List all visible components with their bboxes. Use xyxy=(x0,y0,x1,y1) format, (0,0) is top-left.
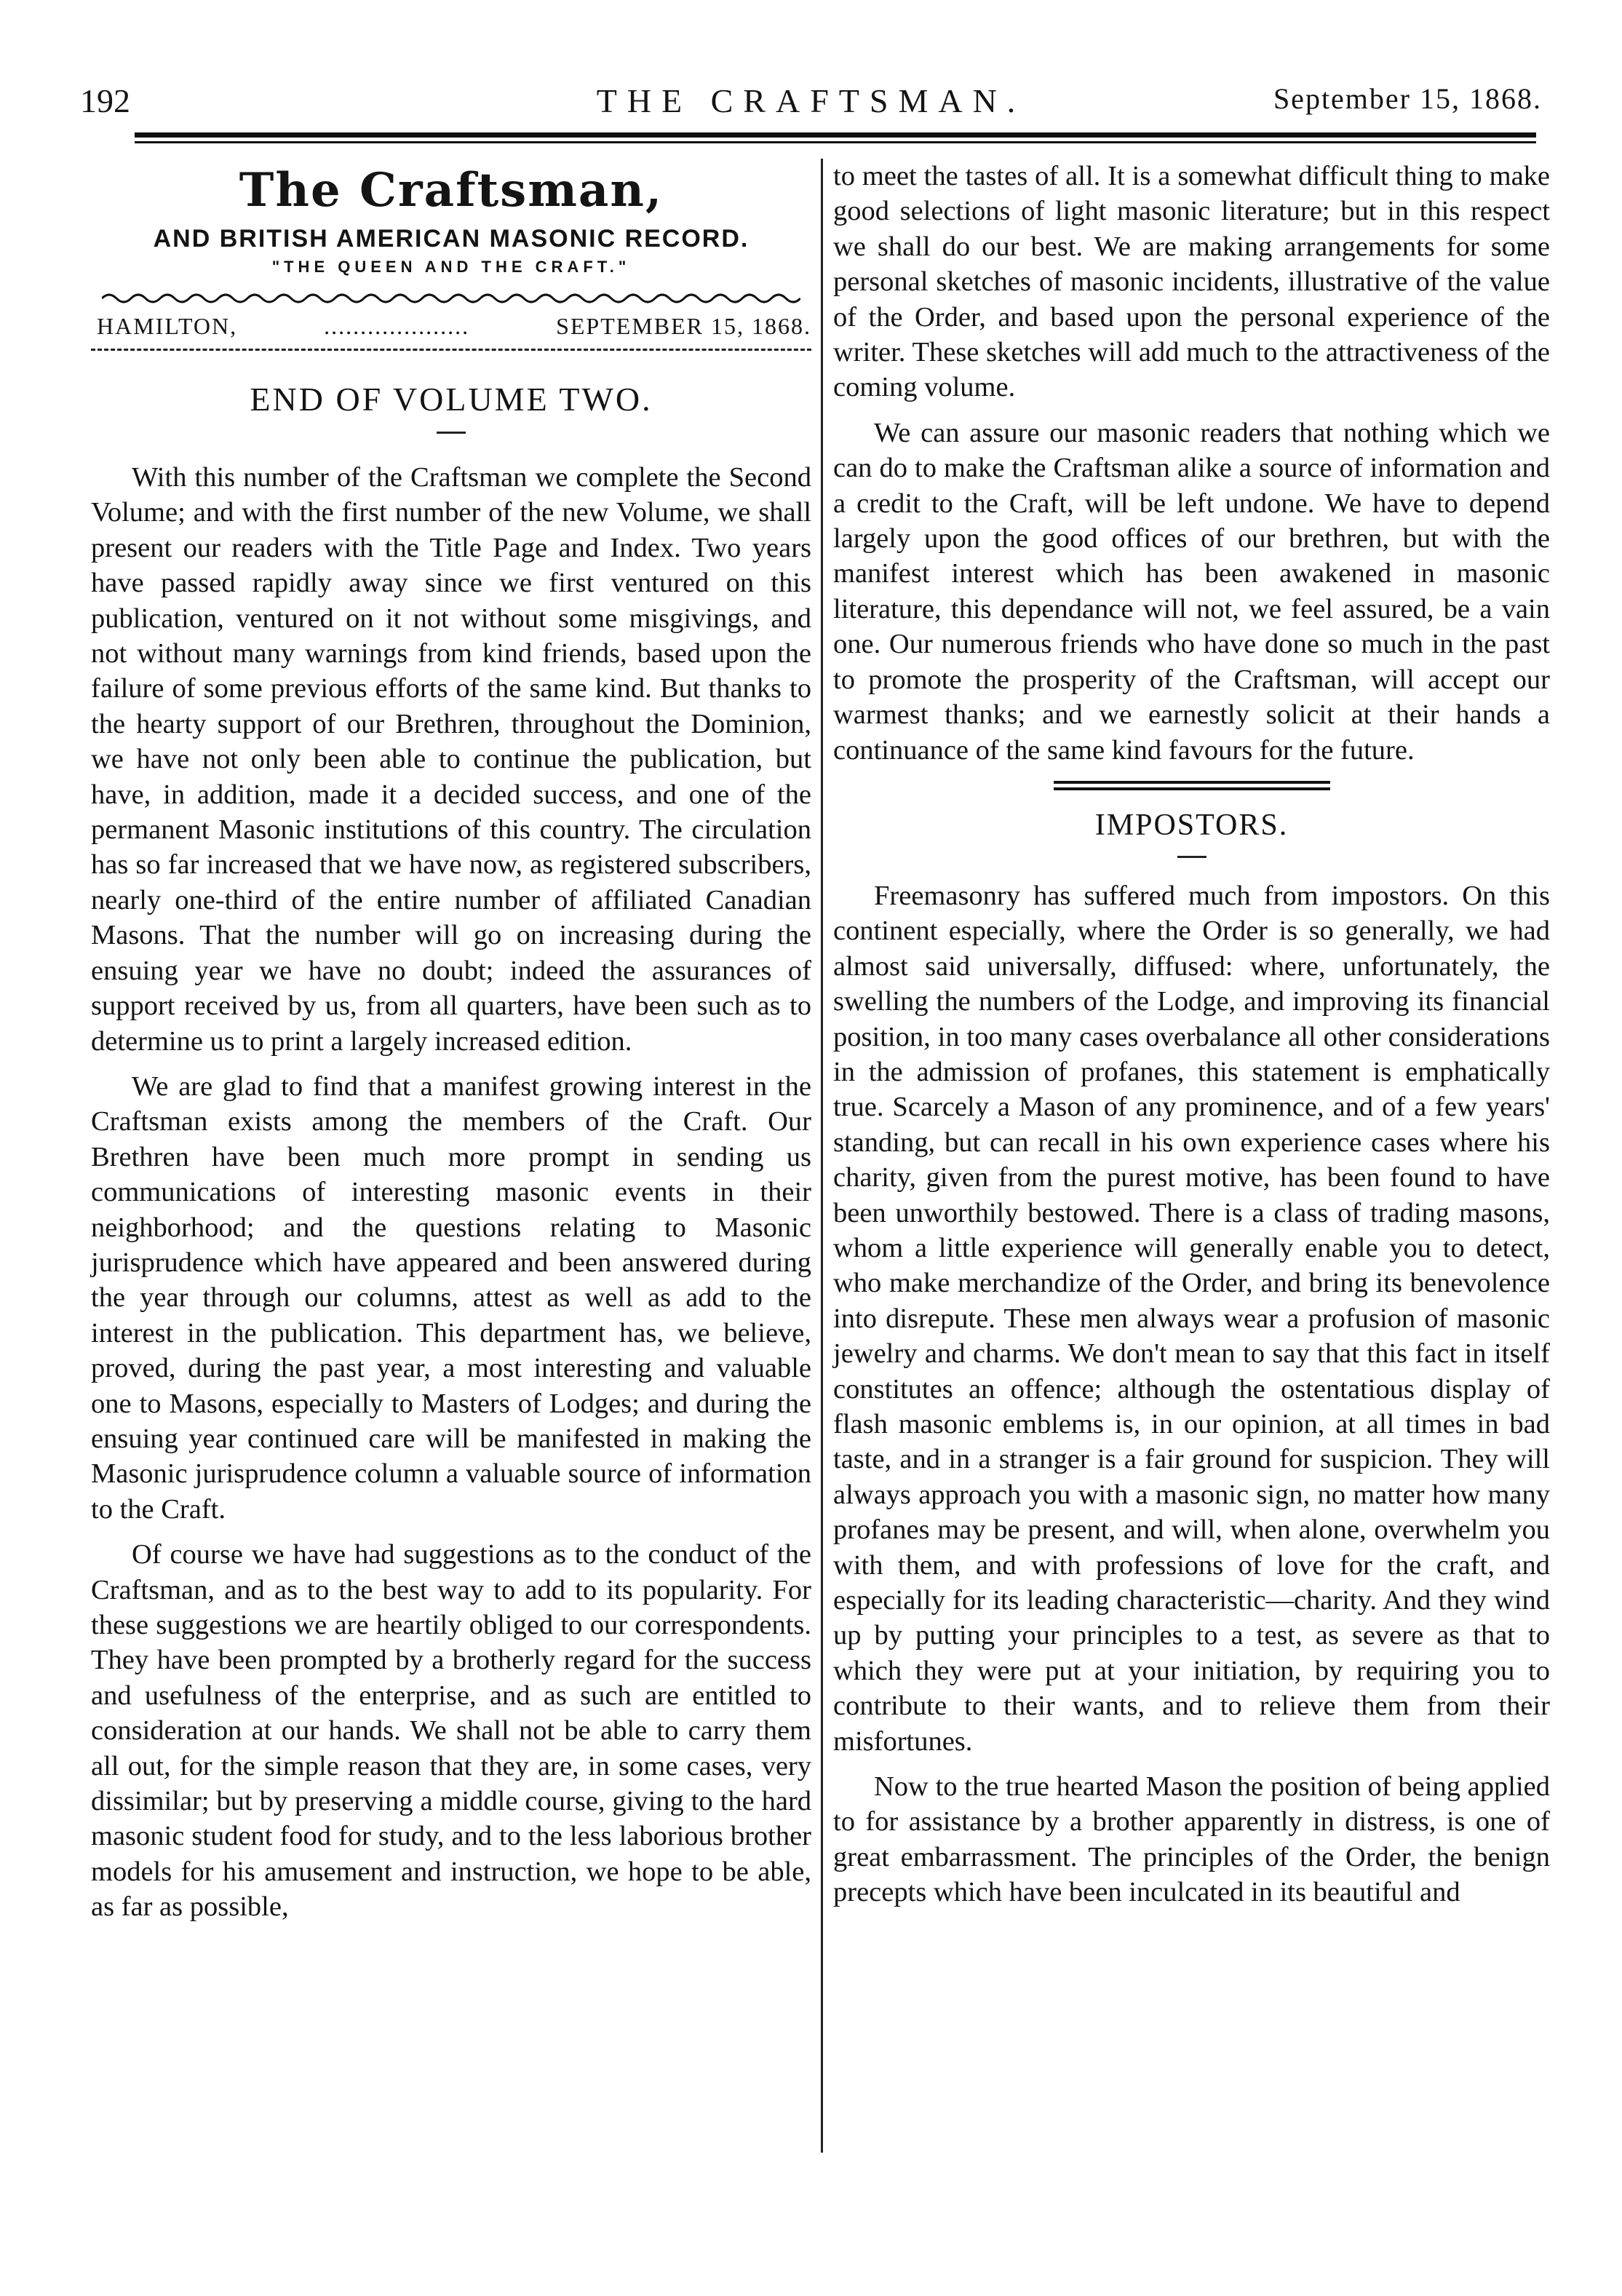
title-dash xyxy=(1177,856,1206,858)
dashed-rule xyxy=(91,349,811,351)
article-title-impostors: IMPOSTORS. xyxy=(1094,808,1289,842)
wavy-rule-ornament xyxy=(102,290,800,307)
paragraph: Of course we have had suggestions as to the conduct of the Craftsman, and as to the best way to add to its popularity. For these suggestions we are heartily obliged to our correspondents. They have been prompted by a brotherly regard for the success and usefulness of the enterprise, and as such are entitled to consideration at our hands. We shall not be able to carry them all out, for the simple reason that they are, in some cases, very dissimilar; but by preserving a middle course, giving to the hard masonic student food for study, and to the less laborious brother models for his amusement and instruction, we hope to be able, as far as possible, xyxy=(91,1539,811,1923)
article-body-right xyxy=(833,878,1550,1910)
dateline-place: HAMILTON, xyxy=(97,313,238,339)
header-rule-thick xyxy=(135,132,1536,138)
page-number: 192 xyxy=(80,82,130,119)
issue-date: September 15, 1868. xyxy=(1273,82,1542,115)
masthead xyxy=(91,163,811,351)
section-double-rule xyxy=(1054,781,1330,790)
article-title-end-of-volume: END OF VOLUME TWO. xyxy=(250,381,653,418)
paragraph: Now to the true hearted Mason the position of being applied to for assistance by a brother apparently in distress, is one of great embarrassment. The principles of the Order, the benign precepts which have been inculcated in its beautiful and xyxy=(833,1771,1550,1908)
article-body-left xyxy=(91,460,811,1925)
masthead-title: The Craftsman, xyxy=(239,163,664,218)
title-dash xyxy=(437,432,466,434)
rule-line xyxy=(1054,787,1330,790)
left-column xyxy=(91,159,811,1925)
paragraph: We can assure our masonic readers that nothing which we can do to make the Craftsman alike a source of information and a credit to the Craft, will be left undone. We have to depend largely upon the good offices of our brethren, but with the manifest interest which has been awakened in masonic literature, this dependance will not, we feel assured, be a vain one. Our numerous friends who have done so much in the past to promote the prosperity of the Craftsman, will accept our warmest thanks; and we earnestly solicit at their hands a continuance of the same kind favours for the future. xyxy=(833,417,1550,766)
masthead-subtitle: AND BRITISH AMERICAN MASONIC RECORD. xyxy=(153,225,750,253)
paragraph: Freemasonry has suffered much from impostors. On this continent especially, where the Order is so generally, we had almost said universally, diffused: where, unfortunately, the swelling the numbers of the Lodge, and improving its financial position, in too many cases overbalance all other considerations in the admission of profanes, this statement is emphatically true. Scarcely a Mason of any prominence, and of a few years' standing, but can recall in his own experience cases where his charity, given from the purest motive, has been found to have been unworthily bestowed. There is a class of trading masons, whom a little experience will generally enable you to detect, who make merchandize of the Order, and bring its benevolence into disrepute. These men always wear a profusion of masonic jewelry and charms. We don't mean to say that this fact in itself constitutes an offence; although the ostentatious display of flash masonic emblems is, in our opinion, at all times in bad taste, and in a stranger is a fair ground for suspicion. They will always approach you with a masonic sign, no matter how many profanes may be present, and will, when alone, overwhelm you with them, and with professions of love for the craft, and especially for its leading characteristic—charity. And they wind up by putting your principles to a test, as severe as that to which they were put at your initiation, by requiring you to contribute to their wants, and to relieve them from their misfortunes. xyxy=(833,880,1550,1757)
column-divider xyxy=(821,159,823,2153)
right-column xyxy=(833,159,1550,1910)
header-rule-thin xyxy=(135,141,1536,143)
running-head xyxy=(80,82,1542,125)
publication-title: THE CRAFTSMAN. xyxy=(596,82,1026,119)
paragraph: With this number of the Craftsman we complete the Second Volume; and with the first number of the new Volume, we shall present our readers with the Title Page and Index. Two years have passed rapidly away since we first ventured on this publication, ventured on it not without some misgivings, and not without many warnings from kind friends, based upon the failure of some previous efforts of the same kind. But thanks to the hearty support of our Brethren, throughout the Dominion, we have not only been able to continue the publication, but have, in addition, made it a decided success, and one of the permanent Masonic institutions of this country. The circulation has so far increased that we have now, as registered subscribers, nearly one-third of the entire number of affiliated Canadian Masons. That the number will go on increasing during the ensuing year we have no doubt; indeed the assurances of support received by us, from all quarters, have been such as to determine us to print a largely increased edition. xyxy=(91,462,811,1057)
paragraph-continued: to meet the tastes of all. It is a somewhat difficult thing to make good selections of light masonic literature; but in this respect we shall do our best. We are making arrangements for some personal sketches of masonic incidents, illustrative of the value of the Order, and based upon the personal experience of the writer. These sketches will add much to the attractiveness of the coming volume. xyxy=(833,161,1550,403)
paragraph: We are glad to find that a manifest growing interest in the Craftsman exists among the members of the Craft. Our Brethren have been much more prompt in sending us communications of interesting masonic events in their neighborhood; and the questions relating to Masonic jurisprudence which have appeared and been answered during the year through our columns, attest as well as add to the interest in the publication. This department has, we believe, proved, during the past year, a most interesting and valuable one to Masons, especially to Masters of Lodges; and during the ensuing year continued care will be manifested in making the Masonic jurisprudence column a valuable source of information to the Craft. xyxy=(91,1070,811,1525)
dateline-leader-dots: .................... xyxy=(324,313,470,339)
dateline xyxy=(91,307,811,340)
dateline-date: SEPTEMBER 15, 1868. xyxy=(556,313,811,339)
rule-line xyxy=(1054,781,1330,784)
masthead-motto: "THE QUEEN AND THE CRAFT." xyxy=(271,258,631,276)
